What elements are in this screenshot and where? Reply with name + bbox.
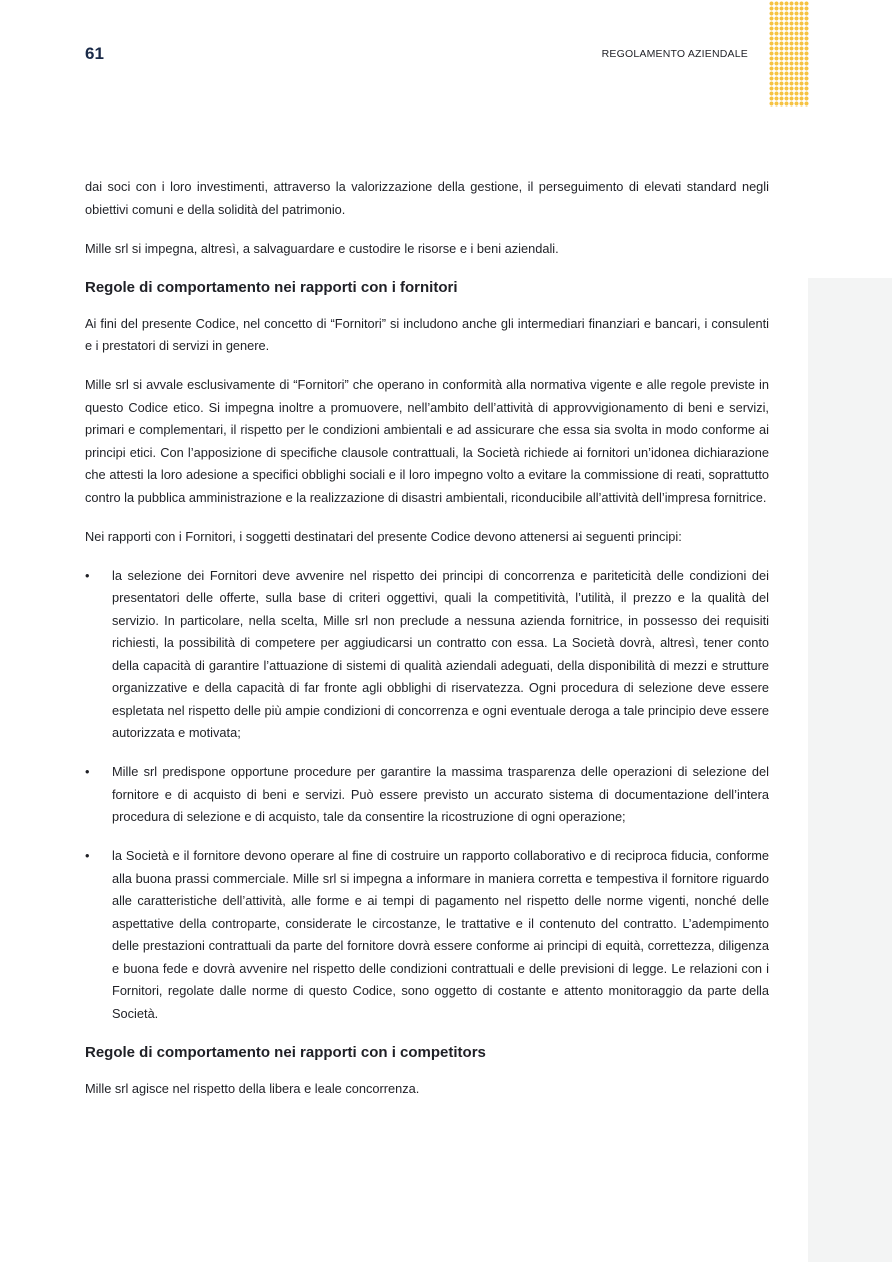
side-panel-background bbox=[808, 278, 892, 1262]
bullet-icon: • bbox=[85, 567, 90, 583]
dot-pattern-decoration bbox=[769, 1, 809, 107]
paragraph-resources: Mille srl si impegna, altresì, a salvaguardare e custodire le risorse e i beni aziendali. bbox=[85, 240, 559, 256]
list-item bbox=[85, 565, 769, 745]
heading-suppliers: Regole di comportamento nei rapporti con i fornitori bbox=[85, 278, 458, 296]
bullet-icon: • bbox=[85, 764, 90, 779]
list-item bbox=[85, 761, 769, 829]
paragraph-competitors: Mille srl agisce nel rispetto della libera e leale concorrenza. bbox=[85, 1080, 420, 1096]
paragraph-suppliers-definition: Ai fini del presente Codice, nel concetto di “Fornitori” si includono anche gli intermediari finanziari e bancari, i consulenti e i prestatori di servizi in genere. bbox=[85, 315, 769, 353]
page-content bbox=[85, 176, 769, 1117]
list-item-text: la selezione dei Fornitori deve avvenire nel rispetto dei principi di concorrenza e pariteticità delle condizioni dei presentatori delle offerte, sulla base di criteri oggettivi, quali la competitività, l’utilità, il prezzo e la qualità del servizio. In particolare, nella scelta, Mille srl non preclude a nessuna azienda fornitrice, in possesso dei requisiti richiesti, la possibilità di competere per aggiudicarsi un contratto con essa. La Società dovrà, altresì, tener conto della capacità di garantire l’attuazione di sistemi di qualità aziendali adeguati, della disponibilità di mezzi e strutture organizzative e della capacità di far fronte agli obblighi di riservatezza. Ogni procedura di selezione deve essere espletata nel rispetto delle più ampie condizioni di concorrenza e ogni eventuale deroga a tale principio deve essere autorizzata e motivata; bbox=[112, 567, 769, 740]
bullet-icon: • bbox=[85, 848, 90, 863]
list-item-text: Mille srl predispone opportune procedure per garantire la massima trasparenza delle operazioni di selezione del fornitore e di acquisto di beni e servizi. Può essere previsto un accurato sistema di documentazione dell’intera procedura di selezione e di acquisto, tale da consentire la ricostruzione di ogni operazione; bbox=[112, 764, 769, 824]
list-item bbox=[85, 845, 769, 1025]
paragraph-suppliers-compliance: Mille srl si avvale esclusivamente di “Fornitori” che operano in conformità alla normativa vigente e alle regole previste in questo Codice etico. Si impegna inoltre a promuovere, nell’ambito dell’attività di approvvigionamento di beni e servizi, primari e complementari, il rispetto per le condizioni ambientali e ad assicurare che essa sia svolta in modo conforme ai principi etici. Con l’apposizione di specifiche clausole contrattuali, la Società richiede ai fornitori un’idonea dichiarazione che attesti la loro adesione a specifici obblighi sociali e il loro impegno volto a evitare la commissione di reati, soprattutto contro la pubblica amministrazione e la realizzazione di disastri ambientali, riconducibile all’attività dell’impresa fornitrice. bbox=[85, 377, 769, 505]
paragraph-suppliers-principles-intro: Nei rapporti con i Fornitori, i soggetti destinatari del presente Codice devono attenersi ai seguenti principi: bbox=[85, 528, 682, 544]
list-item-text: la Società e il fornitore devono operare al fine di costruire un rapporto collaborativo e di reciproca fiducia, conforme alla buona prassi commerciale. Mille srl si impegna a informare in maniera corretta e tempestiva il fornitore riguardo alle caratteristiche dell’attività, alle forme e ai tempi di pagamento nel rispetto delle norme vigenti, nonché delle aspettative della controparte, considerate le circostanze, le trattative e il contenuto del contratto. L’adempimento delle prestazioni contrattuali da parte del fornitore dovrà essere conforme ai principi di equità, correttezza, diligenza e buona fede e dovrà avvenire nel rispetto delle condizioni contrattuali e delle previsioni di legge. Le relazioni con i Fornitori, regolate dalle norme di questo Codice, sono oggetto di costante e attento monitoraggio da parte della Società. bbox=[112, 848, 769, 1021]
page-number: 61 bbox=[85, 44, 104, 63]
running-title: REGOLAMENTO AZIENDALE bbox=[601, 48, 748, 60]
paragraph-intro-continued: dai soci con i loro investimenti, attraverso la valorizzazione della gestione, il perseguimento di elevati standard negli obiettivi comuni e della solidità del patrimonio. bbox=[85, 179, 769, 217]
principles-list bbox=[85, 565, 769, 1026]
heading-competitors: Regole di comportamento nei rapporti con i competitors bbox=[85, 1043, 486, 1061]
